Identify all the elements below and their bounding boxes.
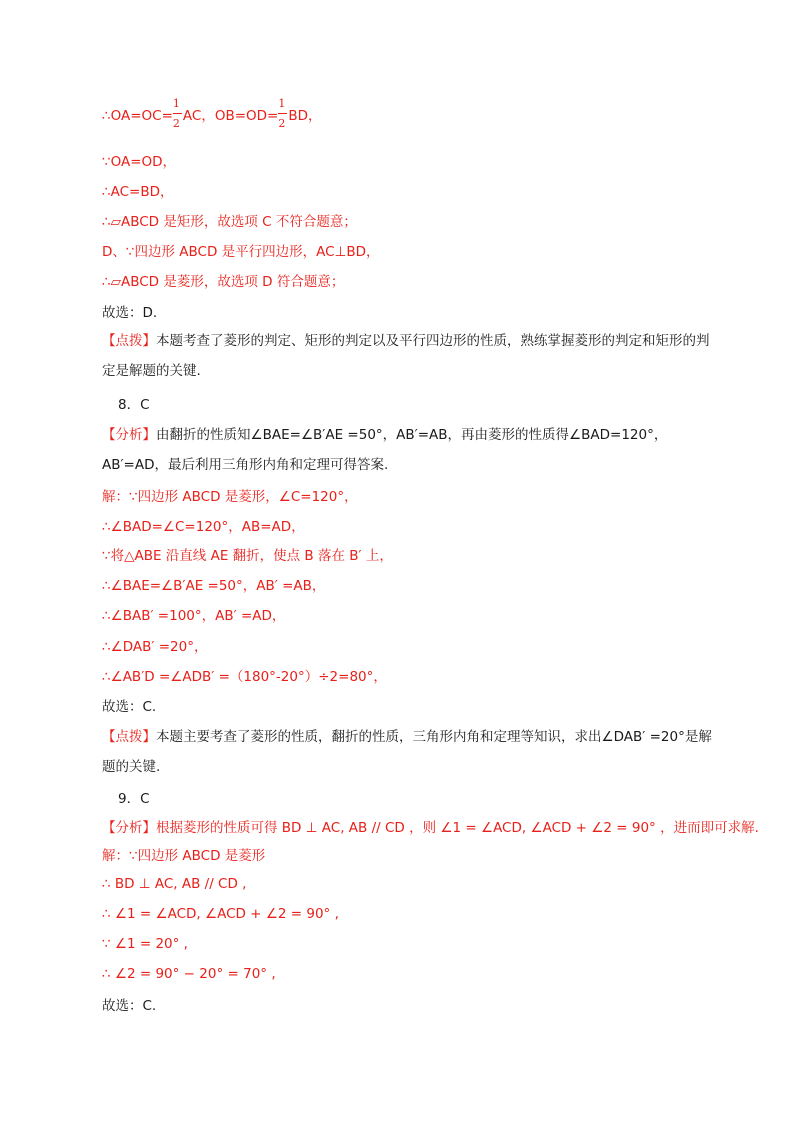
analysis-block-8: 【分析】由翻折的性质知∠BAE=∠B′AE =50°，AB′=AB，再由菱形的性质得∠BAD=120°，AB′=AD，最后利用三角形内角和定理可得答案. xyxy=(102,427,668,473)
analysis-block-9: 【分析】根据菱形的性质可得 BD ⊥ AC, AB // CD ，则 ∠1 = ∠ACD, ∠ACD + ∠2 = 90° ，进而即可求解. xyxy=(102,820,759,836)
solution-9-line2: ∴ BD ⊥ AC, AB // CD , xyxy=(102,876,247,892)
solution-8-line6: ∴∠DAB′ =20°， xyxy=(102,639,208,655)
tip-block-8: 【点拨】本题主要考查了菱形的性质，翻折的性质，三角形内角和定理等知识，求出∠DAB′ =20°是解题的关键. xyxy=(102,729,712,775)
solution-9-line3: ∴ ∠1 = ∠ACD, ∠ACD + ∠2 = 90° , xyxy=(102,906,339,922)
fraction-half: $\frac{1}{2}$ xyxy=(172,97,180,130)
solution-9-line1: 解：∵四边形 ABCD 是菱形 xyxy=(102,848,266,864)
question-8-header: 8．C xyxy=(118,397,150,413)
line-oa-oc: ∴OA=OC= $\frac{1}{2}$ AC，OB=OD= $\frac{1}{2}$ BD， xyxy=(102,97,322,130)
line-ac-bd: ∴AC=BD， xyxy=(102,184,174,200)
fraction-half: $\frac{1}{2}$ xyxy=(278,97,286,130)
question-9-header: 9．C xyxy=(118,791,150,807)
solution-8-line4: ∴∠BAE=∠B′AE =50°，AB′ =AB， xyxy=(102,578,326,594)
tip-block-7: 【点拨】本题考查了菱形的判定、矩形的判定以及平行四边形的性质，熟练掌握菱形的判定和矩形的判定是解题的关键. xyxy=(102,333,710,379)
solution-9-line5: ∴ ∠2 = 90° − 20° = 70° , xyxy=(102,966,276,982)
line-answer-d: 故选：D. xyxy=(102,305,158,321)
line-rectangle: ∴▱ABCD 是矩形，故选项 C 不符合题意； xyxy=(102,214,357,230)
solution-8-line3: ∵将△ABE 沿直线 AE 翻折，使点 B 落在 B′ 上， xyxy=(102,548,393,564)
solution-8-line2: ∴∠BAD=∠C=120°，AB=AD， xyxy=(102,519,305,535)
line-answer-c-9: 故选：C. xyxy=(102,998,157,1014)
line-oa-od: ∵OA=OD， xyxy=(102,154,177,170)
solution-8-line7: ∴∠AB′D =∠ADB′ =（180°-20°）÷2=80°， xyxy=(102,669,387,685)
line-answer-c-8: 故选：C. xyxy=(102,699,157,715)
solution-8-line1: 解：∵四边形 ABCD 是菱形，∠C=120°， xyxy=(102,489,358,505)
solution-9-line4: ∵ ∠1 = 20° , xyxy=(102,936,188,952)
line-option-d: D、∵四边形 ABCD 是平行四边形，AC⊥BD， xyxy=(102,244,380,260)
line-rhombus: ∴▱ABCD 是菱形，故选项 D 符合题意； xyxy=(102,274,345,290)
solution-8-line5: ∴∠BAB′ =100°，AB′ =AD， xyxy=(102,608,286,624)
